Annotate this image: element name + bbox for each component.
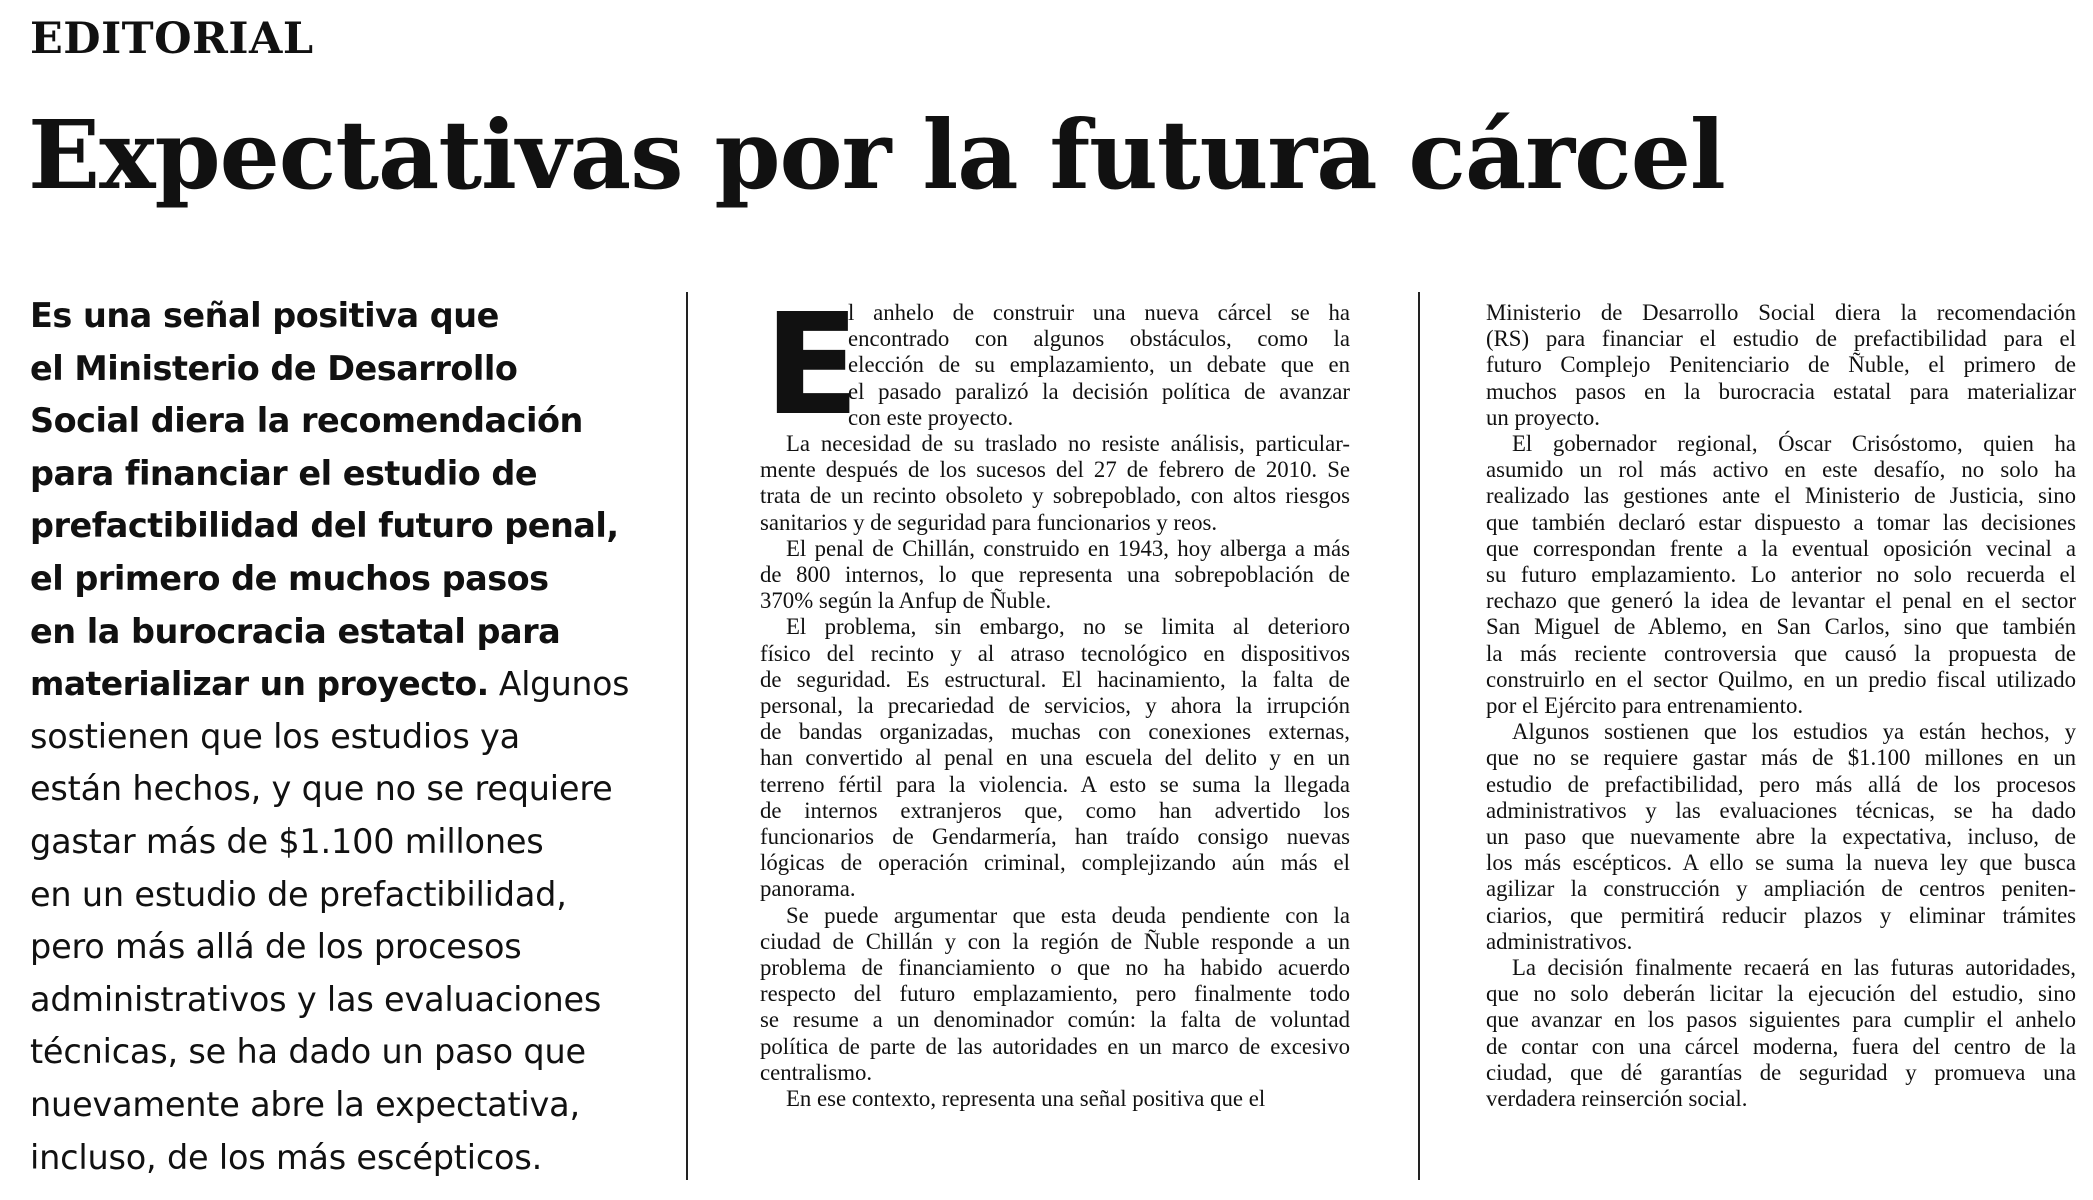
article-line: construirlo en el sector Quilmo, en un predio fiscal utilizado <box>1486 666 2076 692</box>
article-line: rechazo que generó la idea de levantar el penal en el sector <box>1486 588 2076 614</box>
article-line: respecto del futuro emplazamiento, pero finalmente todo <box>760 981 1350 1007</box>
article-column-1 <box>760 284 1350 1112</box>
lede-line: técnicas, se ha dado un paso que <box>30 1032 586 1072</box>
article-line: agilizar la construcción y ampliación de centros peniten- <box>1486 876 2076 902</box>
lede-bold-text: materializar un proyecto. <box>30 664 489 704</box>
article-line: lógicas de operación criminal, complejizando aún más el <box>760 850 1350 876</box>
article-line: que también declaró estar dispuesto a tomar las decisiones <box>1486 509 2076 535</box>
article-line: Ministerio de Desarrollo Social diera la recomendación <box>1486 300 2076 325</box>
article-paragraph <box>1486 955 2076 1112</box>
article-line: El problema, sin embargo, no se limita al deterioro <box>786 614 1350 640</box>
lede-line: pero más allá de los procesos <box>30 927 522 967</box>
article-line: ciudad, que dé garantías de seguridad y promueva una <box>1486 1059 2076 1085</box>
lede-bold-text: el Ministerio de Desarrollo <box>30 348 518 388</box>
article-line: Algunos sostienen que los estudios ya están hechos, y <box>1512 719 2076 745</box>
lede-line <box>30 290 630 343</box>
lede-bold-text: prefactibilidad del futuro penal, <box>30 506 619 546</box>
article-line: verdadera reinserción social. <box>1486 1086 1748 1112</box>
column-divider-2 <box>1418 292 1420 1180</box>
lede-line <box>30 448 630 501</box>
article-line: San Miguel de Ablemo, en San Carlos, sino que también <box>1486 614 2076 640</box>
article-line: los más escépticos. A ello se suma la nueva ley que busca <box>1486 850 2076 876</box>
lede-line <box>30 553 630 606</box>
article-line: por el Ejército para entrenamiento. <box>1486 693 1804 719</box>
article-paragraph <box>760 1086 1350 1112</box>
lede-line: en un estudio de prefactibilidad, <box>30 874 567 914</box>
article-line: El gobernador regional, Óscar Crisóstomo, quien ha <box>1512 431 2076 457</box>
article-line: que avanzar en los pasos siguientes para cumplir el anhelo <box>1486 1007 2076 1033</box>
article-line: han convertido al penal en una escuela del delito y en un <box>760 745 1350 771</box>
article-line: que no solo deberán licitar la ejecución del estudio, sino <box>1486 981 2076 1007</box>
lede-line <box>30 395 630 448</box>
lede-block <box>30 290 630 1184</box>
article-line: que correspondan frente a la eventual oposición vecinal a <box>1486 535 2076 561</box>
article-line: de seguridad. Es estructural. El hacinamiento, la falta de <box>760 666 1350 692</box>
lede-line: están hechos, y que no se requiere <box>30 769 613 809</box>
article-line: centralismo. <box>760 1059 873 1085</box>
article-line: asumido un rol más activo en este desafío, no solo ha <box>1486 457 2076 483</box>
article-line: 370% según la Anfup de Ñuble. <box>760 588 1052 614</box>
lede-line <box>30 658 630 711</box>
article-line: problema de financiamiento o que no ha habido acuerdo <box>760 955 1350 981</box>
article-line: un proyecto. <box>1486 404 1600 430</box>
lede-line: sostienen que los estudios ya <box>30 716 520 756</box>
lede-line <box>30 500 630 553</box>
article-line: encontrado con algunos obstáculos, como la <box>848 326 1350 352</box>
article-line: En ese contexto, representa una señal positiva que el <box>786 1086 1266 1112</box>
article-line: personal, la precariedad de servicios, y ahora la irrupción <box>760 693 1350 719</box>
column-divider-1 <box>686 292 688 1180</box>
article-line: sanitarios y de seguridad para funcionarios y reos. <box>760 509 1218 535</box>
article-line: físico del recinto y al atraso tecnológico en dispositivos <box>760 640 1350 666</box>
lede-line <box>30 343 630 396</box>
article-line: realizado las gestiones ante el Ministerio de Justicia, sino <box>1486 483 2076 509</box>
article-line: de 800 internos, lo que representa una sobrepoblación de <box>760 562 1350 588</box>
article-paragraph <box>760 536 1350 615</box>
article-paragraph <box>1486 719 2076 955</box>
lede-bold-text: Es una señal positiva que <box>30 296 499 335</box>
lede-bold-text: el primero de muchos pasos <box>30 558 549 598</box>
article-line: administrativos y las evaluaciones técnicas, se ha dado <box>1486 797 2076 823</box>
article-line: muchos pasos en la burocracia estatal para materializar <box>1486 378 2076 404</box>
article-line: funcionarios de Gendarmería, han traído consigo nuevas <box>760 824 1350 850</box>
article-line: elección de su emplazamiento, un debate que en <box>848 352 1350 378</box>
article-paragraph <box>1486 300 2076 431</box>
article-line: futuro Complejo Penitenciario de Ñuble, el primero de <box>1486 352 2076 378</box>
lede-line <box>30 606 630 659</box>
article-line: trata de un recinto obsoleto y sobrepoblado, con altos riesgos <box>760 483 1350 509</box>
lede-bold-text: para financiar el estudio de <box>30 453 538 493</box>
article-line: La necesidad de su traslado no resiste análisis, particular- <box>786 431 1350 457</box>
lede-bold-text: Social diera la recomendación <box>30 401 583 441</box>
article-line: ciudad de Chillán y con la región de Ñuble responde a un <box>760 928 1350 954</box>
article-paragraph <box>760 614 1350 902</box>
article-line: terreno fértil para la violencia. A esto se suma la llegada <box>760 771 1350 797</box>
article-line: su futuro emplazamiento. Lo anterior no solo recuerda el <box>1486 562 2076 588</box>
article-line: un paso que nuevamente abre la expectativa, incluso, de <box>1486 824 2076 850</box>
article-line: de internos extranjeros que, como han advertido los <box>760 797 1350 823</box>
section-label: EDITORIAL <box>30 14 314 64</box>
article-paragraph <box>760 903 1350 1086</box>
article-line: panorama. <box>760 876 856 902</box>
article-column-2 <box>1486 300 2076 1112</box>
lede-regular-text: Algunos <box>488 664 630 704</box>
article-line: administrativos. <box>1486 928 1633 954</box>
article-line: se resume a un denominador común: la falta de voluntad <box>760 1007 1350 1033</box>
article-line: El penal de Chillán, construido en 1943, hoy alberga a más <box>786 535 1350 561</box>
article-line: de bandas organizadas, muchas con conexiones externas, <box>760 719 1350 745</box>
article-line: política de parte de las autoridades en un marco de excesivo <box>760 1033 1350 1059</box>
article-line: estudio de prefactibilidad, pero más allá de los procesos <box>1486 771 2076 797</box>
lede-bold-text: en la burocracia estatal para <box>30 611 561 651</box>
article-line: el pasado paralizó la decisión política de avanzar <box>848 378 1350 404</box>
article-line: de contar con una cárcel moderna, fuera del centro de la <box>1486 1033 2076 1059</box>
drop-cap: E <box>764 284 860 447</box>
lede-line: incluso, de los más escépticos. <box>30 1137 543 1177</box>
article-line: que no se requiere gastar más de $1.100 millones en un <box>1486 745 2076 771</box>
article-line: l anhelo de construir una nueva cárcel se ha <box>848 300 1350 325</box>
article-line: Se puede argumentar que esta deuda pendiente con la <box>786 902 1350 928</box>
article-line: (RS) para financiar el estudio de prefactibilidad para el <box>1486 326 2076 352</box>
article-line: ciarios, que permitirá reducir plazos y eliminar trámites <box>1486 902 2076 928</box>
lede-line: gastar más de $1.100 millones <box>30 821 544 861</box>
headline: Expectativas por la futura cárcel <box>28 100 1725 211</box>
lede-line: administrativos y las evaluaciones <box>30 979 602 1019</box>
lede-line: nuevamente abre la expectativa, <box>30 1084 580 1124</box>
article-paragraph <box>1486 431 2076 719</box>
article-line: mente después de los sucesos del 27 de febrero de 2010. Se <box>760 457 1350 483</box>
article-line: la más reciente controversia que causó la propuesta de <box>1486 640 2076 666</box>
article-line: con este proyecto. <box>848 404 1014 430</box>
article-line: La decisión finalmente recaerá en las futuras autoridades, <box>1512 955 2076 981</box>
